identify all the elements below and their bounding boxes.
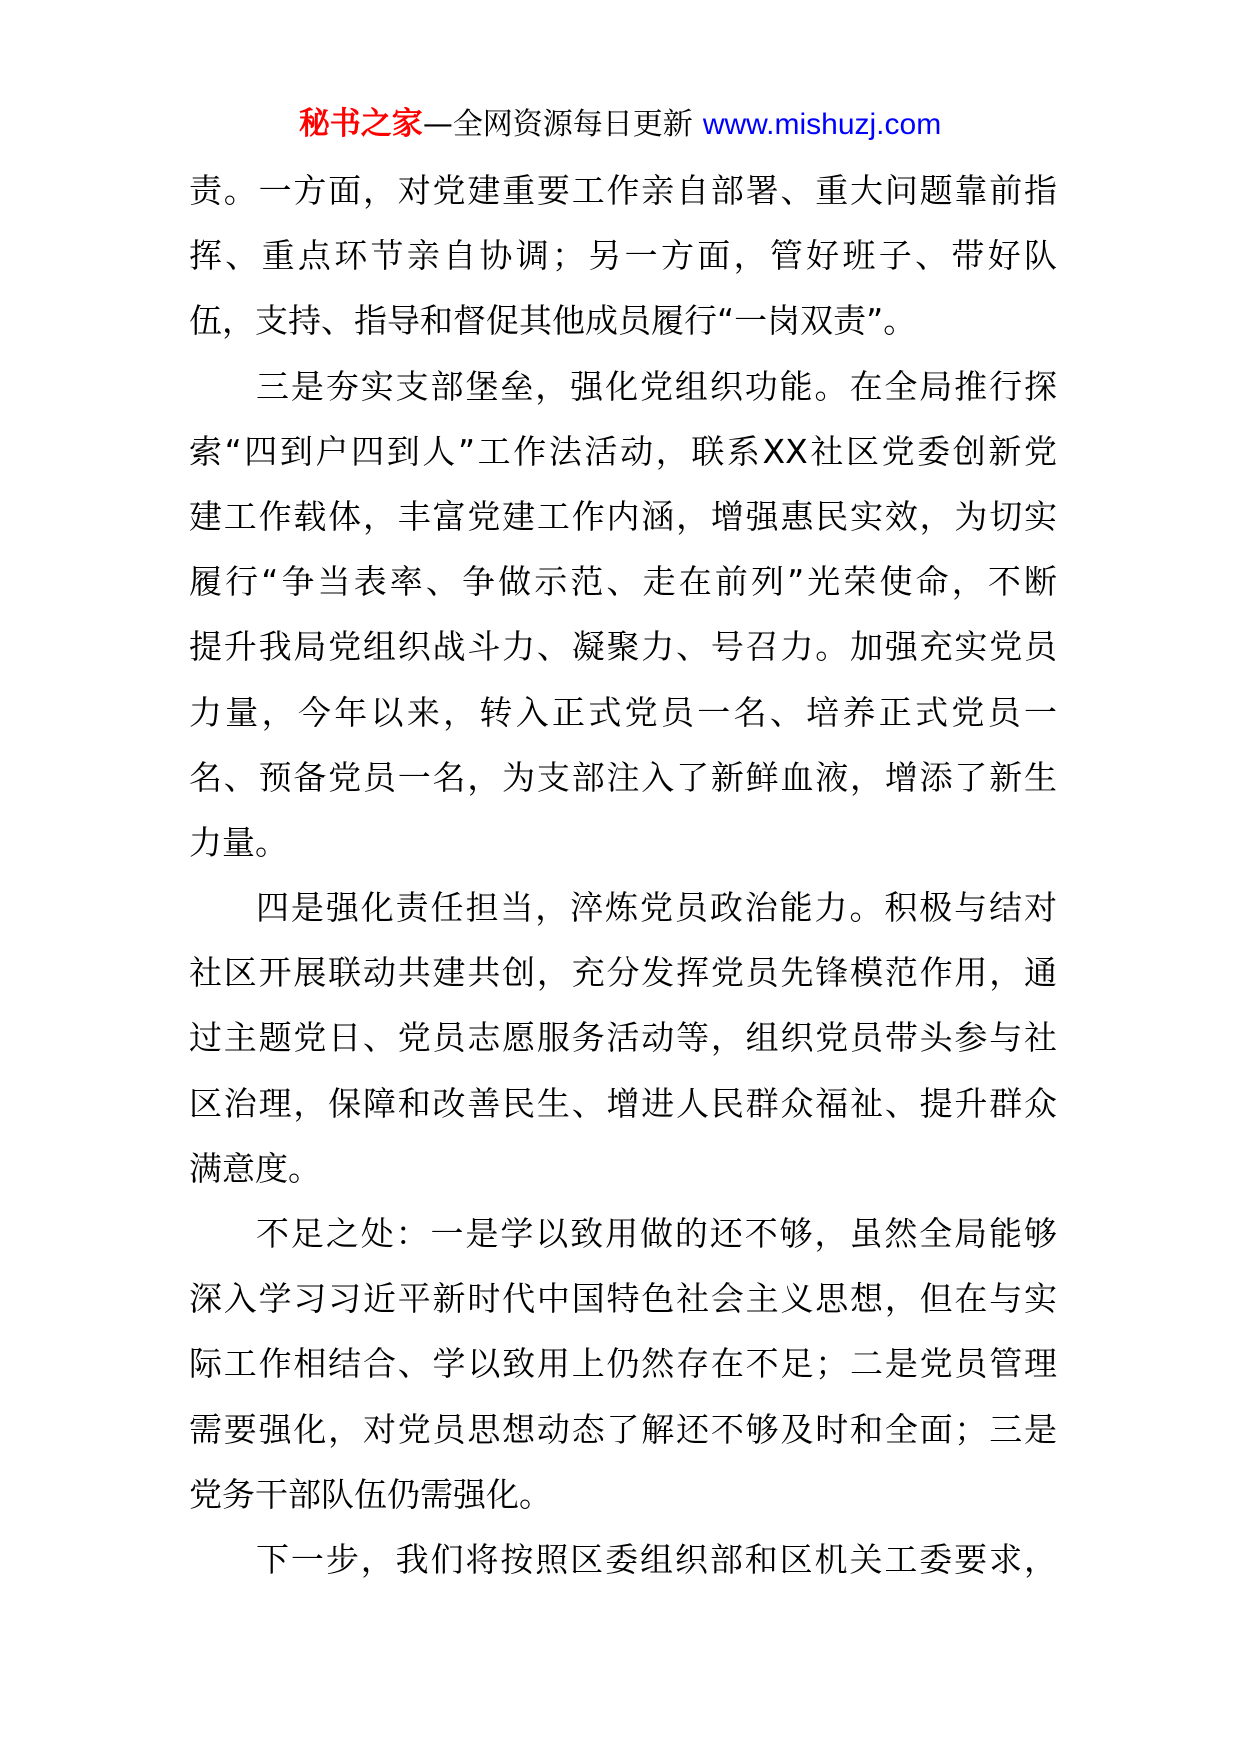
text-line: 索“四到户四到人”工作法活动，联系XX社区党委创新党 — [189, 431, 1057, 471]
text-line: 力量，今年以来，转入正式党员一名、培养正式党员一 — [189, 692, 1057, 732]
text-line: 区治理，保障和改善民生、增进人民群众福祉、提升群众 — [189, 1083, 1057, 1123]
text-line: 履行“争当表率、争做示范、走在前列”光荣使命，不断 — [189, 562, 1057, 602]
text-line: 挥、重点环节亲自协调；另一方面，管好班子、带好队 — [189, 236, 1057, 276]
text-line: 满意度。 — [189, 1148, 321, 1188]
text-line: 建工作载体，丰富党建工作内涵，增强惠民实效，为切实 — [189, 496, 1057, 536]
text-line: 四是强化责任担当，淬炼党员政治能力。积极与结对 — [256, 888, 1057, 928]
text-line: 党务干部队伍仍需强化。 — [189, 1474, 552, 1514]
text-line: 提升我局党组织战斗力、凝聚力、号召力。加强充实党员 — [189, 627, 1057, 667]
site-tagline: —全网资源每日更新 — [422, 107, 693, 142]
document-body — [189, 158, 1057, 1592]
site-watermark-header — [0, 104, 1240, 144]
text-line: 需要强化，对党员思想动态了解还不够及时和全面；三是 — [189, 1409, 1057, 1449]
paragraph-shortcomings — [189, 1201, 1057, 1527]
text-line: 过主题党日、党员志愿服务活动等，组织党员带头参与社 — [189, 1018, 1057, 1058]
text-line: 社区开展联动共建共创，充分发挥党员先锋模范作用，通 — [189, 953, 1057, 993]
text-line: 力量。 — [189, 822, 288, 862]
text-line: 责。一方面，对党建重要工作亲自部署、重大问题靠前指 — [189, 171, 1057, 210]
paragraph-point-three — [189, 354, 1057, 876]
text-line: 下一步，我们将按照区委组织部和区机关工委要求， — [256, 1539, 1057, 1579]
site-brand-name: 秘书之家 — [298, 106, 423, 142]
text-line: 际工作相结合、学以致用上仍然存在不足；二是党员管理 — [189, 1344, 1057, 1384]
text-line: 名、预备党员一名，为支部注入了新鲜血液，增添了新生 — [189, 757, 1057, 797]
text-line: 三是夯实支部堡垒，强化党组织功能。在全局推行探 — [256, 366, 1057, 406]
site-url-link[interactable]: www.mishuzj.com — [702, 108, 942, 141]
paragraph-next-steps — [189, 1527, 1057, 1592]
text-line: 不足之处：一是学以致用做的还不够，虽然全局能够 — [256, 1214, 1057, 1253]
paragraph-point-four — [189, 875, 1057, 1201]
paragraph-continuation — [189, 158, 1057, 354]
text-line: 深入学习习近平新时代中国特色社会主义思想，但在与实 — [189, 1279, 1057, 1319]
text-line: 伍，支持、指导和督促其他成员履行“一岗双责”。 — [189, 301, 917, 341]
